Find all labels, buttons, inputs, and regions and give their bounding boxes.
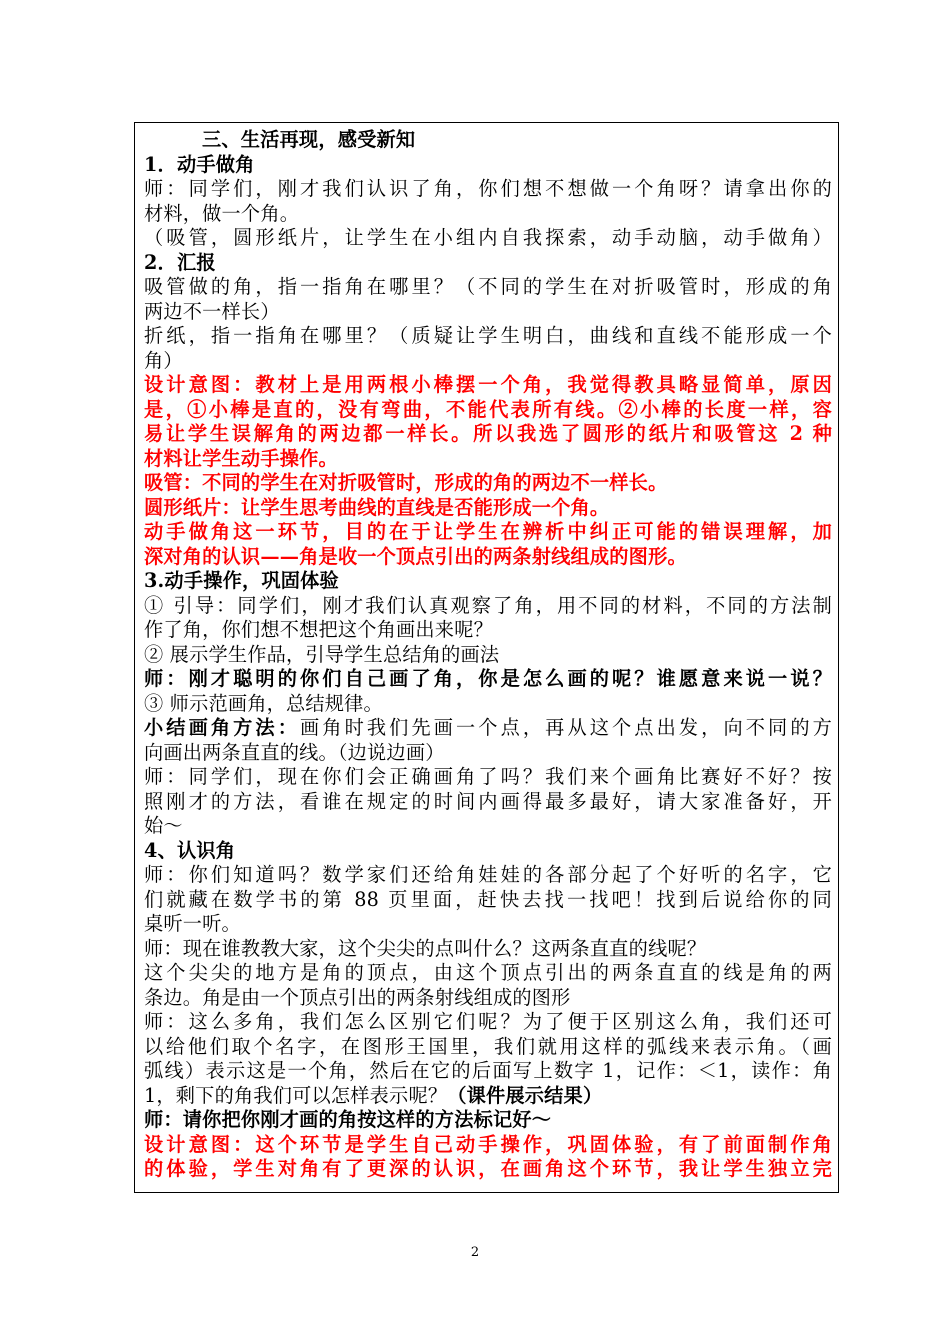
text-line: 师：同学们，现在你们会正确画角了吗？我们来个画角比赛好不好？按 [144,765,832,788]
text-line: （吸管，圆形纸片，让学生在小组内自我探索，动手动脑，动手做角） [144,226,832,249]
text-line: 吸管做的角，指一指角在哪里？（不同的学生在对折吸管时，形成的角 [144,275,832,298]
text-line: ② 展示学生作品，引导学生总结角的画法 [144,642,500,666]
lesson-content [144,128,832,1182]
text-line: 设计意图：这个环节是学生自己动手操作，巩固体验，有了前面制作角 [144,1132,832,1156]
text-line: ③ 师示范画角，总结规律。 [144,691,383,715]
text-line: 两边不一样长） [144,299,280,323]
text-line [144,1084,832,1109]
text-line: 是，①小棒是直的，没有弯曲，不能代表所有线。②小棒的长度一样，容 [144,397,832,421]
text-line: 材料让学生动手操作。 [144,446,338,470]
text-line: 师：请你把你刚才画的角按这样的方法标记好～ [144,1108,552,1131]
text-line: 照刚才的方法，看谁在规定的时间内画得最多最好，请大家准备好，开 [144,789,832,813]
text-line: ① 引导：同学们，刚才我们认真观察了角，用不同的材料，不同的方法制 [144,593,832,617]
text-line: 师：现在谁教教大家，这个尖尖的点叫什么？这两条直直的线呢？ [144,936,707,960]
line-text: 1，剩下的角我们可以怎样表示呢？ [144,1083,448,1107]
text-line: 师：你们知道吗？数学家们还给角娃娃的各部分起了个好听的名字，它 [144,863,832,886]
text-line: 师：同学们，刚才我们认识了角，你们想不想做一个角呀？请拿出你的 [144,177,832,200]
page-number: 2 [470,1245,480,1260]
text-line: 条边。角是由一个顶点引出的两条射线组成的图形 [144,985,571,1009]
text-line: 3.动手操作，巩固体验 [144,569,339,592]
text-line: 设计意图：教材上是用两根小棒摆一个角，我觉得教具略显简单，原因 [144,373,832,396]
text-line: 这个尖尖的地方是角的顶点，由这个顶点引出的两条直直的线是角的两 [144,961,832,984]
text-line: 向画出两条直直的线。（边说边画） [144,740,445,764]
text-line: 易让学生误解角的两边都一样长。所以我选了圆形的纸片和吸管这 2 种 [144,422,832,445]
text-line: 桌听一听。 [144,912,241,935]
text-line: 动手做角这一环节，目的在于让学生在辨析中纠正可能的错误理解，加 [144,520,832,543]
text-line: 折纸，指一指角在哪里？（质疑让学生明白，曲线和直线不能形成一个 [144,324,832,347]
text-line: 师：刚才聪明的你们自己画了角，你是怎么画的呢？谁愿意来说一说？ [144,667,832,690]
text-line: 的体验，学生对角有了更深的认识，在画角这个环节，我让学生独立完 [144,1157,832,1180]
text-line: 弧线）表示这是一个角，然后在它的后面写上数字 1，记作：＜1，读作：角 [144,1059,832,1082]
text-line: 深对角的认识——角是收一个顶点引出的两条射线组成的图形。 [144,544,687,568]
bold-tail: （课件展示结果） [447,1083,603,1107]
bold-lead: 小结画角方法： [144,716,301,739]
text-line [144,716,832,741]
text-line: 2．汇报 [144,250,216,274]
text-line: 作了角，你们想不想把这个角画出来呢？ [144,618,493,641]
text-line: 师：这么多角，我们怎么区别它们呢？为了便于区别这么角，我们还可 [144,1010,832,1033]
text-line: 始～ [144,814,183,837]
text-line: 以给他们取个名字，在图形王国里，我们就用这样的弧线来表示角。（画 [144,1034,832,1058]
text-line: 们就藏在数学书的第 88 页里面，赶快去找一找吧！找到后说给你的同 [144,887,832,911]
text-line: 角） [144,348,183,372]
text-line: 圆形纸片：让学生思考曲线的直线是否能形成一个角。 [144,495,610,519]
text-line: 1．动手做角 [144,152,255,176]
text-line: 三、生活再现，感受新知 [202,128,416,151]
lesson-table-cell [134,122,839,1193]
text-line: 材料，做一个角。 [144,201,300,225]
text-line: 吸管：不同的学生在对折吸管时，形成的角的两边不一样长。 [144,471,668,494]
line-text: 画角时我们先画一个点，再从这个点出发，向不同的方 [300,716,832,739]
text-line: 4、认识角 [144,838,236,862]
